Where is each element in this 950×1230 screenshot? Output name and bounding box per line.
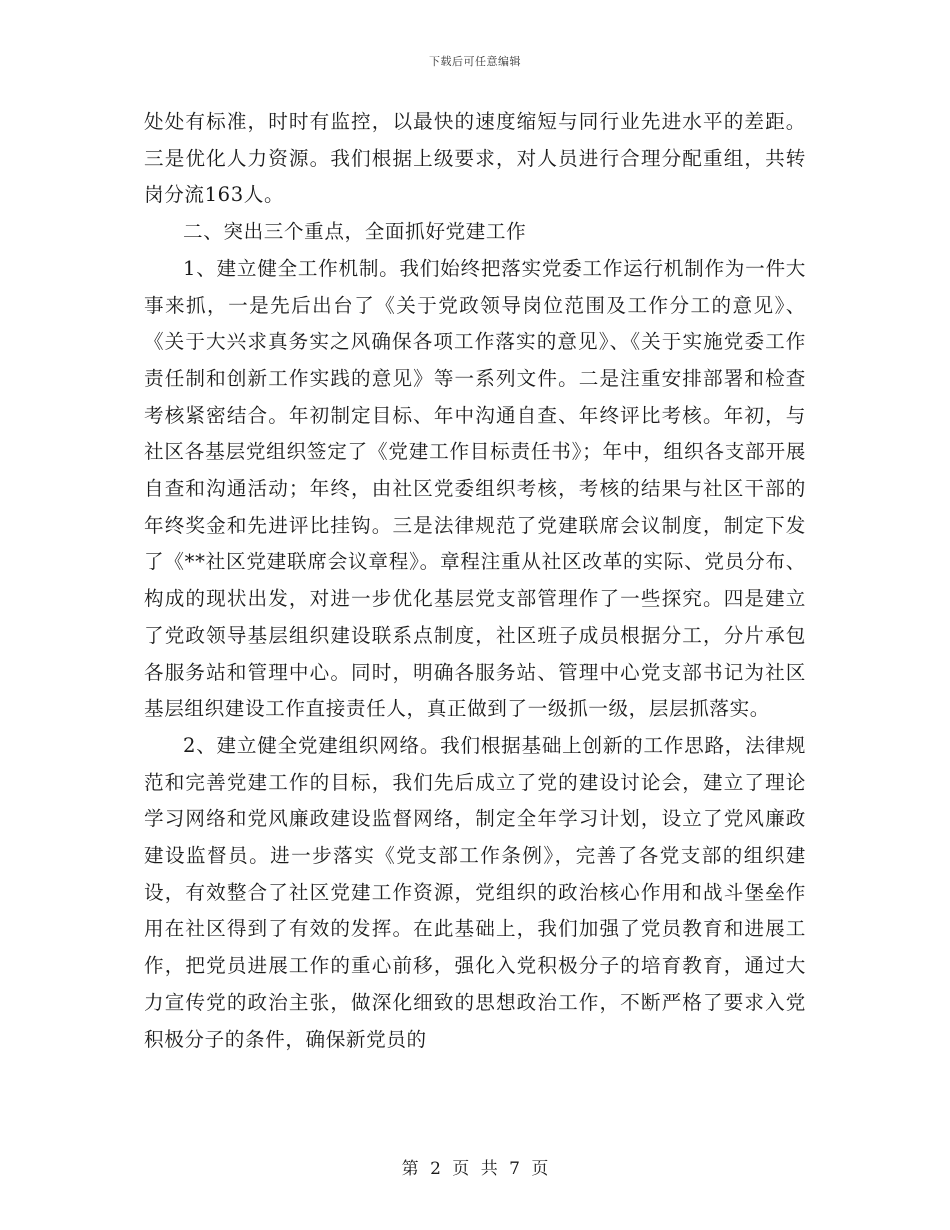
- page-header-note: 下载后可任意编辑: [429, 55, 521, 68]
- page-number: 第 2 页 共 7 页: [401, 1159, 549, 1179]
- paragraph-continuation: 处处有标准，时时有监控，以最快的速度缩短与同行业先进水平的差距。三是优化人力资源。我们根据上级要求，对人员进行合理分配重组，共转岗分流163人。: [144, 110, 806, 207]
- paragraph-organization-network: 2、建立健全党建组织网络。我们根据基础上创新的工作思路，法律规范和完善党建工作的目标，我们先后成立了党的建设讨论会，建立了理论学习网络和党风廉政建设监督网络，制定全年学习计划，设立了党风廉政建设监督员。进一步落实《党支部工作条例》，完善了各党支部的组织建设，有效整合了社区党建工作资源，党组织的政治核心作用和战斗堡垒作用在社区得到了有效的发挥。在此基础上，我们加强了党员教育和进展工作，把党员进展工作的重心前移，强化入党积极分子的培育教育，通过大力宣传党的政治主张，做深化细致的思想政治工作，不断严格了要求入党积极分子的条件，确保新党员的: [144, 733, 806, 1051]
- document-body: [144, 104, 806, 1058]
- section-heading: 二、突出三个重点，全面抓好党建工作: [183, 220, 527, 244]
- paragraph-work-mechanism: 1、建立健全工作机制。我们始终把落实党委工作运行机制作为一件大事来抓，一是先后出台了《关于党政领导岗位范围及工作分工的意见》、《关于大兴求真务实之风确保各项工作落实的意见》、《关于实施党委工作责任制和创新工作实践的意见》等一系列文件。二是注重安排部署和检查考核紧密结合。年初制定目标、年中沟通自查、年终评比考核。年初，与社区各基层党组织签定了《党建工作目标责任书》；年中，组织各支部开展自查和沟通活动；年终，由社区党委组织考核，考核的结果与社区干部的年终奖金和先进评比挂钩。三是法律规范了党建联席会议制度，制定下发了《**社区党建联席会议章程》。章程注重从社区改革的实际、党员分布、构成的现状出发，对进一步优化基层党支部管理作了一些探究。四是建立了党政领导基层组织建设联系点制度，社区班子成员根据分工，分片承包各服务站和管理中心。同时，明确各服务站、管理中心党支部书记为社区基层组织建设工作直接责任人，真正做到了一级抓一级，层层抓落实。: [144, 256, 806, 721]
